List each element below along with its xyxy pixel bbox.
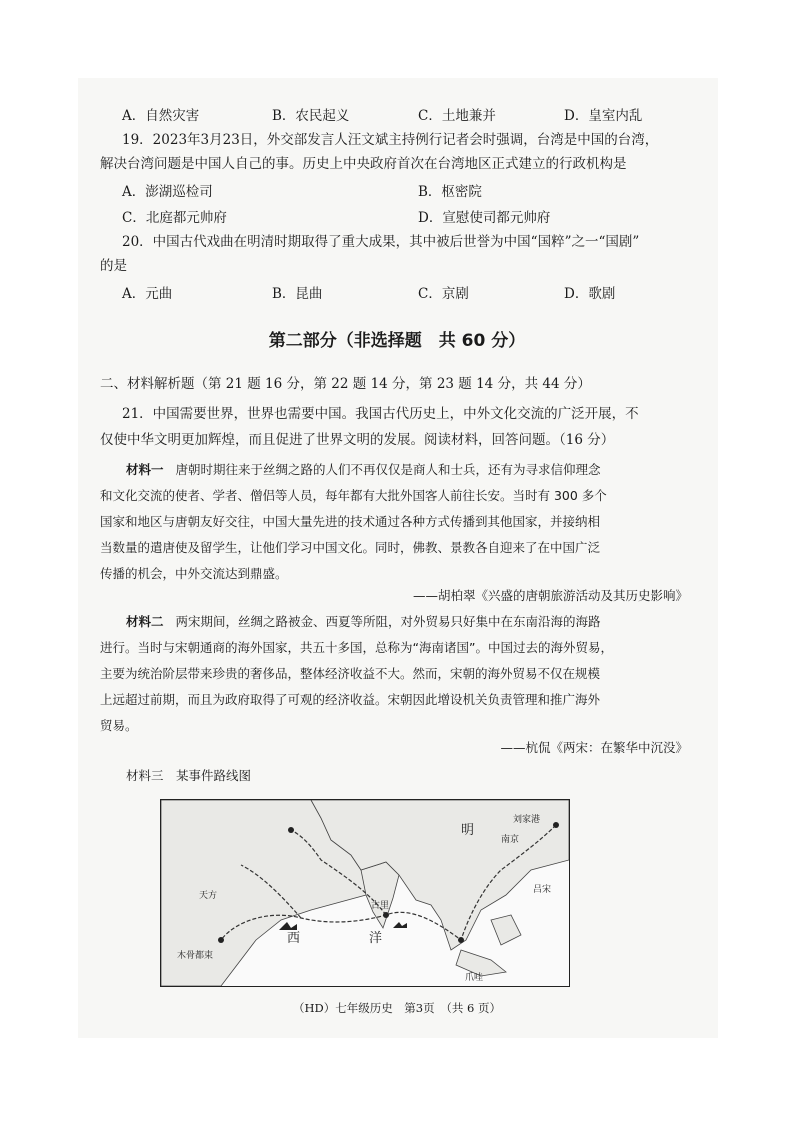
q20-options [122,282,702,302]
map-label-ming: 明 [461,823,475,838]
section-heading: 二、材料解析题（第 21 题 16 分，第 22 题 14 分，第 23 题 14 分，共 44 分） [100,376,591,392]
q19-options-row2 [122,206,702,226]
material2-source: ——杭侃《两宋：在繁华中沉没》 [500,740,688,755]
q20-option-b[interactable]: B．昆曲 [272,286,323,302]
material2-text-1: 两宋期间，丝绸之路被金、西夏等所阻，对外贸易只好集中在东南沿海的海路 [175,614,601,629]
map-label-liujiagang: 刘家港 [513,815,541,825]
q19-option-c[interactable]: C．北庭都元帅府 [122,210,227,226]
land-india [361,862,399,928]
material1-line1 [126,460,726,480]
map-label-yang: 洋 [369,931,383,946]
q18-option-d[interactable]: D．皇室内乱 [564,108,643,124]
q19-options-row1 [122,180,702,200]
material3-label: 材料三 某事件路线图 [126,768,252,783]
q20-option-d[interactable]: D．歌剧 [564,286,616,302]
q21-stem-line2: 仅使中华文明更加辉煌，而且促进了世界文明的发展。阅读材料，回答问题。（16 分） [100,432,615,448]
material1-text-3: 国家和地区与唐朝友好交往，中国大量先进的技术通过各种方式传播到其他国家，并接纳相 [100,514,601,529]
material2-line1 [126,612,726,632]
q18-option-b[interactable]: B．农民起义 [272,108,350,124]
page-footer: （HD）七年级历史 第3页 （共 6 页） [293,1001,501,1015]
port-marker [383,912,389,918]
port-marker [553,822,559,828]
q19-stem-line1: 19．2023年3月23日，外交部发言人汪文斌主持例行记者会时强调，台湾是中国的台湾， [122,132,659,148]
map-label-mogadishu: 木骨都束 [177,951,214,961]
q20-stem-line2: 的是 [100,258,127,274]
ship-icon [279,922,297,930]
map-label-xi: 西 [287,931,301,946]
land-borneo [491,915,521,945]
q19-stem-line2: 解决台湾问题是中国人自己的事。历史上中央政府首次在台湾地区正式建立的行政机构是 [100,156,627,172]
material1-source: ——胡柏翠《兴盛的唐朝旅游活动及其历史影响》 [412,588,688,603]
material2-text-3: 主要为统治阶层带来珍贵的奢侈品，整体经济收益不大。然而，宋朝的海外贸易不仅在规模 [100,666,601,681]
q21-stem-line1: 21．中国需要世界，世界也需要中国。我国古代历史上，中外文化交流的广泛开展，不 [122,406,639,422]
ship-icon [393,922,407,928]
port-marker [218,937,224,943]
map-label-nanjing: 南京 [501,835,520,845]
material2-text-5: 贸易。 [100,718,138,733]
map-label-guli: 古里 [371,901,390,911]
q18-option-c[interactable]: C．土地兼并 [418,108,496,124]
material2-text-4: 上远超过前期，而且为政府取得了可观的经济收益。宋朝因此增设机关负责管理和推广海外 [100,692,601,707]
route-map [160,799,570,987]
q19-option-a[interactable]: A．澎湖巡检司 [122,184,213,200]
map-label-tianfang: 天方 [199,891,218,901]
material1-text-5: 传播的机会，中外交流达到鼎盛。 [100,566,288,581]
q20-option-c[interactable]: C．京剧 [418,286,469,302]
port-marker [288,827,294,833]
q20-stem-line1: 20．中国古代戏曲在明清时期取得了重大成果，其中被后世誉为中国“国粹”之一“国剧” [122,234,640,250]
material2-text-2: 进行。当时与宋朝通商的海外国家，共五十多国，总称为“海南诸国”。中国过去的海外贸易， [100,640,613,655]
material2-label: 材料二 [126,614,164,629]
material1-text-1: 唐朝时期往来于丝绸之路的人们不再仅仅是商人和士兵，还有为寻求信仰理念 [175,462,601,477]
q20-option-a[interactable]: A．元曲 [122,286,173,302]
material1-text-2: 和文化交流的使者、学者、僧侣等人员，每年都有大批外国客人前往长安。当时有 300 多个 [100,488,607,503]
q18-option-a[interactable]: A．自然灾害 [122,108,200,124]
map-label-luzon: 吕宋 [533,885,552,895]
material1-label: 材料一 [126,462,164,477]
q19-option-d[interactable]: D．宣慰使司都元帅府 [418,210,551,226]
q19-option-b[interactable]: B．枢密院 [418,184,482,200]
material1-text-4: 当数量的遣唐使及留学生，让他们学习中国文化。同时，佛教、景教各自迎来了在中国广泛 [100,540,601,555]
part2-title: 第二部分（非选择题 共 60 分） [268,331,526,351]
route-map-svg [161,800,569,986]
port-marker [458,937,464,943]
q18-options [122,104,702,124]
map-label-java: 爪哇 [465,973,484,983]
